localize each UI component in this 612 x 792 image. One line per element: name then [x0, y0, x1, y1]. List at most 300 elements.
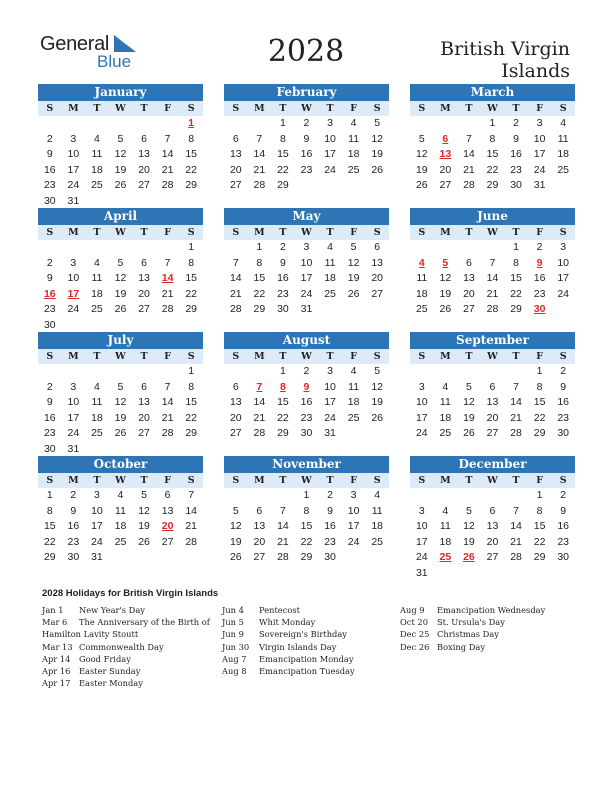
- day-cell: 21: [161, 163, 174, 176]
- day-cell: 18: [439, 411, 452, 424]
- day-cell: 16: [277, 272, 289, 284]
- day-cell: 9: [46, 396, 53, 408]
- empty-cell: [481, 364, 505, 380]
- day-cell: 28: [253, 427, 266, 439]
- empty-cell: [62, 364, 86, 380]
- day-cell: 15: [300, 520, 313, 532]
- weekday-header: [38, 349, 203, 364]
- month-june: [410, 208, 575, 318]
- day-cell: 10: [347, 504, 360, 517]
- holiday-name: Commonwealth Day: [79, 641, 164, 652]
- weekday-label: M: [254, 227, 265, 238]
- weekday-label: W: [301, 103, 312, 114]
- day-cell: 12: [229, 520, 242, 532]
- weekday-label: T: [279, 103, 287, 114]
- day-cell: 21: [185, 520, 197, 532]
- holiday-date: Aug 7: [222, 653, 247, 664]
- day-cell: 26: [114, 427, 127, 439]
- day-cell: 30: [510, 179, 522, 191]
- day-cell: 28: [161, 427, 174, 439]
- weekday-label: M: [68, 475, 79, 486]
- day-cell: 10: [415, 396, 428, 408]
- weekday-header: [38, 101, 203, 116]
- empty-cell: [109, 116, 133, 132]
- day-cell: 4: [93, 256, 100, 269]
- empty-cell: [410, 488, 434, 504]
- day-cell: 14: [486, 272, 499, 284]
- empty-cell: [85, 364, 109, 380]
- day-cell: 29: [185, 179, 197, 191]
- day-cell: 21: [510, 535, 522, 548]
- day-cell: 14: [161, 396, 174, 408]
- weekday-label: T: [326, 227, 334, 238]
- holiday-date: Jun 5: [222, 617, 244, 628]
- weekday-label: M: [68, 351, 79, 362]
- empty-cell: [504, 488, 528, 504]
- day-cell: 1: [256, 241, 263, 253]
- day-grid: [38, 240, 203, 333]
- day-cell: 6: [141, 380, 147, 393]
- day-cell: 10: [533, 132, 546, 145]
- day-cell: 28: [161, 179, 174, 191]
- day-cell: 16: [67, 520, 80, 532]
- day-cell: 13: [138, 396, 150, 408]
- day-cell: 26: [347, 287, 360, 300]
- day-cell: 17: [415, 411, 428, 424]
- weekday-label: T: [93, 475, 101, 486]
- day-cell: 25: [371, 535, 383, 548]
- day-cell: 11: [91, 148, 103, 160]
- month-january: [38, 84, 203, 209]
- day-cell: 28: [510, 551, 522, 563]
- day-cell: 19: [463, 411, 475, 424]
- month-title: June: [410, 208, 575, 225]
- day-cell: 30: [324, 551, 336, 563]
- weekday-label: W: [487, 475, 498, 486]
- empty-cell: [109, 240, 133, 256]
- day-cell: 28: [486, 303, 499, 315]
- empty-cell: [410, 240, 434, 256]
- holiday-row: [42, 677, 143, 689]
- weekday-header: [224, 101, 389, 116]
- day-cell: 4: [374, 489, 381, 501]
- weekday-label: W: [301, 351, 312, 362]
- month-title: December: [410, 456, 575, 473]
- month-title: May: [224, 208, 389, 225]
- day-cell: 17: [324, 148, 336, 160]
- day-cell: 1: [536, 489, 543, 501]
- weekday-label: F: [350, 227, 357, 238]
- day-cell: 18: [371, 520, 383, 532]
- day-cell: 6: [374, 241, 381, 253]
- weekday-header: [224, 225, 389, 240]
- holiday-date: Apr 14: [42, 653, 71, 664]
- day-cell: 18: [91, 411, 103, 424]
- day-cell: 15: [533, 520, 546, 532]
- day-cell: 4: [350, 117, 357, 129]
- day-cell: 13: [229, 148, 242, 160]
- weekday-label: F: [164, 103, 171, 114]
- day-cell: 29: [253, 303, 266, 315]
- weekday-label: T: [465, 227, 473, 238]
- day-cell: 13: [486, 396, 499, 408]
- day-cell: 23: [43, 179, 56, 191]
- day-grid: [38, 364, 203, 457]
- day-cell: 10: [324, 132, 336, 145]
- day-cell: 23: [300, 163, 313, 176]
- weekday-label: S: [559, 475, 567, 486]
- day-cell: 28: [185, 535, 197, 548]
- day-cell: 9: [513, 132, 519, 145]
- day-cell: 8: [279, 132, 286, 145]
- holiday-row: [42, 616, 210, 628]
- empty-cell: [62, 240, 86, 256]
- weekday-label: S: [232, 351, 240, 362]
- day-cell: 4: [327, 241, 333, 253]
- day-cell: 6: [465, 256, 472, 269]
- day-cell: 3: [536, 117, 543, 129]
- day-cell: 16: [557, 396, 569, 408]
- day-cell: 29: [185, 427, 197, 439]
- day-cell: 2: [46, 132, 53, 145]
- empty-cell: [224, 240, 248, 256]
- day-cell: 7: [164, 380, 171, 393]
- day-cell: 13: [253, 520, 266, 532]
- weekday-label: S: [187, 227, 195, 238]
- weekday-label: T: [465, 103, 473, 114]
- day-cell: 26: [463, 427, 475, 439]
- day-cell: 3: [327, 365, 333, 377]
- day-cell: 10: [415, 520, 428, 532]
- day-cell: 22: [510, 287, 522, 300]
- weekday-label: F: [164, 351, 171, 362]
- day-cell: 21: [510, 411, 522, 424]
- weekday-label: W: [115, 475, 126, 486]
- day-cell: 29: [43, 551, 56, 563]
- day-cell: 7: [465, 132, 472, 145]
- empty-cell: [457, 240, 481, 256]
- day-cell: 27: [371, 287, 383, 300]
- day-cell: 19: [371, 396, 383, 408]
- month-september: [410, 332, 575, 442]
- day-cell: 1: [279, 365, 286, 377]
- day-cell: 6: [232, 380, 239, 393]
- empty-cell: [457, 364, 481, 380]
- weekday-label: T: [326, 351, 334, 362]
- day-cell: 28: [463, 179, 475, 191]
- day-cell: 22: [277, 411, 289, 424]
- day-cell: 27: [138, 427, 150, 439]
- day-cell: 26: [229, 551, 242, 563]
- weekday-label: M: [254, 103, 265, 114]
- day-cell: 18: [91, 163, 103, 176]
- day-cell: 1: [188, 365, 195, 377]
- day-cell: 22: [486, 163, 499, 176]
- empty-cell: [132, 240, 156, 256]
- day-cell: 6: [489, 380, 496, 393]
- month-november: [224, 456, 389, 566]
- weekday-label: M: [68, 103, 79, 114]
- day-cell: 31: [91, 551, 103, 563]
- day-grid: [410, 488, 575, 581]
- empty-cell: [410, 364, 434, 380]
- day-cell: 1: [536, 365, 543, 377]
- day-cell: 27: [486, 427, 499, 439]
- day-cell: 3: [418, 504, 425, 517]
- day-cell: 6: [141, 256, 147, 269]
- day-cell: 4: [93, 380, 100, 393]
- holiday-name: Emancipation Monday: [259, 653, 354, 664]
- weekday-label: F: [536, 227, 543, 238]
- day-cell: 30: [67, 551, 80, 563]
- day-cell: 10: [91, 504, 103, 517]
- weekday-label: S: [232, 227, 240, 238]
- weekday-label: S: [187, 103, 195, 114]
- holiday-date: Aug 9: [400, 605, 425, 615]
- day-cell: 26: [415, 179, 428, 191]
- day-cell: 10: [557, 256, 569, 269]
- day-cell: 19: [138, 520, 150, 532]
- day-cell: 7: [164, 256, 171, 269]
- day-cell: 20: [138, 287, 150, 300]
- day-cell: 5: [232, 504, 239, 517]
- holiday-day-cell: 17: [67, 287, 80, 300]
- weekday-label: F: [164, 227, 171, 238]
- holiday-day-cell: 25: [439, 551, 452, 563]
- day-cell: 7: [164, 132, 171, 145]
- empty-cell: [132, 116, 156, 132]
- day-cell: 19: [439, 287, 452, 300]
- day-cell: 9: [560, 380, 567, 393]
- day-grid: [224, 488, 389, 566]
- day-cell: 4: [350, 365, 357, 377]
- day-cell: 19: [371, 148, 383, 160]
- day-cell: 24: [324, 163, 336, 176]
- day-cell: 7: [256, 132, 263, 145]
- day-cell: 15: [43, 520, 56, 532]
- day-cell: 29: [185, 303, 197, 315]
- day-cell: 22: [277, 163, 289, 176]
- day-cell: 17: [91, 520, 103, 532]
- day-cell: 9: [303, 132, 310, 145]
- day-cell: 18: [91, 287, 103, 300]
- day-cell: 30: [43, 442, 56, 455]
- day-grid: [38, 116, 203, 209]
- day-cell: 27: [138, 179, 150, 191]
- weekday-header: [38, 225, 203, 240]
- day-cell: 25: [324, 287, 336, 300]
- country-title: British Virgin Islands: [440, 38, 570, 82]
- day-cell: 21: [253, 411, 266, 424]
- day-cell: 21: [486, 287, 499, 300]
- holiday-row: [42, 641, 164, 653]
- weekday-label: W: [487, 227, 498, 238]
- day-cell: 12: [439, 272, 452, 284]
- day-cell: 16: [300, 396, 313, 408]
- day-cell: 30: [43, 194, 56, 207]
- day-cell: 2: [560, 489, 567, 501]
- holiday-date: Aug 8: [222, 665, 247, 676]
- day-cell: 2: [46, 256, 53, 269]
- day-cell: 30: [557, 427, 569, 439]
- empty-cell: [504, 364, 528, 380]
- day-cell: 12: [371, 380, 383, 393]
- day-cell: 2: [560, 365, 567, 377]
- month-title: April: [38, 208, 203, 225]
- weekday-label: M: [440, 475, 451, 486]
- day-cell: 17: [324, 396, 336, 408]
- holiday-day-cell: 16: [43, 287, 56, 300]
- day-cell: 21: [253, 163, 266, 176]
- day-cell: 8: [188, 380, 195, 393]
- day-cell: 11: [416, 272, 428, 284]
- weekday-label: F: [350, 351, 357, 362]
- day-cell: 2: [70, 489, 77, 501]
- day-cell: 12: [371, 132, 383, 145]
- day-cell: 24: [415, 427, 428, 439]
- weekday-label: T: [465, 351, 473, 362]
- day-cell: 15: [277, 396, 289, 408]
- day-cell: 17: [67, 163, 80, 176]
- weekday-label: M: [254, 351, 265, 362]
- day-cell: 30: [277, 303, 289, 315]
- day-cell: 3: [70, 132, 77, 145]
- empty-cell: [248, 364, 272, 380]
- day-cell: 14: [277, 520, 289, 532]
- day-cell: 23: [67, 535, 80, 548]
- weekday-label: W: [115, 351, 126, 362]
- empty-cell: [62, 116, 86, 132]
- day-cell: 12: [415, 148, 428, 160]
- day-cell: 10: [67, 148, 80, 160]
- weekday-label: S: [559, 227, 567, 238]
- day-grid: [38, 488, 203, 566]
- day-cell: 26: [114, 179, 127, 191]
- day-cell: 3: [327, 117, 333, 129]
- holiday-row: [42, 665, 141, 677]
- day-cell: 21: [277, 535, 289, 548]
- empty-cell: [224, 116, 248, 132]
- day-cell: 12: [114, 396, 127, 408]
- day-cell: 24: [533, 163, 546, 176]
- day-cell: 19: [114, 287, 127, 300]
- day-cell: 4: [93, 132, 100, 145]
- day-cell: 3: [560, 241, 567, 253]
- day-cell: 14: [229, 272, 242, 284]
- day-grid: [224, 364, 389, 442]
- weekday-label: T: [512, 103, 520, 114]
- day-cell: 24: [91, 535, 103, 548]
- day-cell: 8: [256, 256, 263, 269]
- holiday-date: Oct 20: [400, 617, 428, 628]
- weekday-label: T: [93, 227, 101, 238]
- day-cell: 31: [415, 566, 428, 579]
- day-cell: 29: [533, 427, 546, 439]
- weekday-header: [410, 225, 575, 240]
- day-cell: 28: [161, 303, 174, 315]
- day-cell: 20: [229, 411, 242, 424]
- day-cell: 4: [560, 117, 567, 129]
- day-cell: 9: [560, 504, 567, 517]
- day-cell: 22: [533, 411, 546, 424]
- day-cell: 20: [371, 272, 383, 284]
- day-cell: 1: [303, 489, 310, 501]
- day-cell: 8: [303, 504, 310, 517]
- month-title: November: [224, 456, 389, 473]
- weekday-label: T: [140, 227, 148, 238]
- day-cell: 24: [415, 551, 428, 563]
- day-cell: 18: [114, 520, 127, 532]
- holiday-day-cell: 6: [442, 132, 449, 145]
- day-cell: 22: [43, 535, 56, 548]
- day-cell: 17: [67, 411, 80, 424]
- day-cell: 26: [439, 303, 452, 315]
- weekday-label: S: [187, 351, 195, 362]
- day-cell: 25: [439, 427, 452, 439]
- weekday-label: S: [373, 103, 381, 114]
- weekday-label: T: [279, 475, 287, 486]
- holiday-row: [42, 604, 145, 616]
- day-cell: 5: [418, 132, 425, 145]
- weekday-label: W: [487, 351, 498, 362]
- day-cell: 24: [67, 303, 80, 315]
- day-cell: 15: [185, 272, 197, 284]
- holiday-date: Jun 4: [222, 605, 244, 615]
- holiday-name: Christmas Day: [437, 629, 499, 640]
- day-cell: 8: [188, 256, 195, 269]
- day-cell: 21: [161, 411, 174, 424]
- day-cell: 1: [46, 489, 53, 501]
- day-cell: 11: [115, 504, 126, 517]
- day-cell: 10: [67, 272, 80, 284]
- day-cell: 31: [67, 194, 80, 207]
- day-cell: 24: [67, 179, 80, 191]
- day-grid: [410, 116, 575, 194]
- day-cell: 3: [303, 241, 310, 253]
- weekday-label: W: [301, 227, 312, 238]
- day-cell: 15: [486, 148, 499, 160]
- day-cell: 4: [117, 489, 124, 501]
- empty-cell: [38, 116, 62, 132]
- weekday-label: S: [232, 475, 240, 486]
- weekday-label: T: [93, 351, 101, 362]
- day-cell: 27: [229, 179, 242, 191]
- holiday-name: Emancipation Tuesday: [259, 665, 355, 676]
- day-cell: 20: [229, 163, 242, 176]
- empty-cell: [271, 488, 295, 504]
- empty-cell: [434, 116, 458, 132]
- day-cell: 13: [463, 272, 475, 284]
- month-october: [38, 456, 203, 566]
- holiday-name: Whit Monday: [259, 617, 316, 628]
- day-cell: 14: [463, 148, 475, 160]
- weekday-label: M: [440, 351, 451, 362]
- day-cell: 12: [114, 272, 127, 284]
- holiday-name: Boxing Day: [437, 641, 486, 652]
- day-cell: 5: [374, 365, 381, 377]
- empty-cell: [38, 364, 62, 380]
- empty-cell: [457, 488, 481, 504]
- holiday-day-cell: 5: [442, 256, 449, 269]
- weekday-label: W: [115, 103, 126, 114]
- day-cell: 11: [371, 504, 383, 517]
- day-grid: [224, 240, 389, 318]
- day-cell: 25: [415, 303, 428, 315]
- month-august: [224, 332, 389, 442]
- holiday-day-cell: 4: [418, 256, 425, 269]
- weekday-label: F: [350, 103, 357, 114]
- day-cell: 20: [463, 287, 475, 300]
